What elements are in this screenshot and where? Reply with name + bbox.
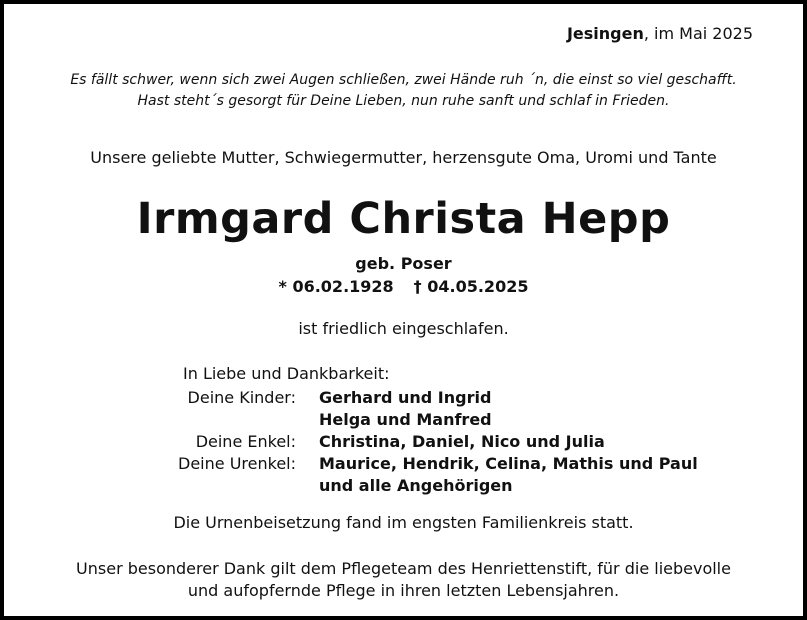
place-date-line xyxy=(567,24,753,43)
thanks-line-1: Unser besonderer Dank gilt dem Pflegeteam des Henriettenstift, für die liebevolle xyxy=(76,559,731,578)
mourner-names: Maurice, Hendrik, Celina, Mathis und Paul xyxy=(319,454,698,473)
intro-text: Unsere geliebte Mutter, Schwiegermutter, herzensgute Oma, Uromi und Tante xyxy=(90,148,717,167)
birth-name: geb. Poser xyxy=(355,254,452,273)
mourner-label-children: Deine Kinder: xyxy=(187,388,296,407)
mourners-heading: In Liebe und Dankbarkeit: xyxy=(183,364,390,383)
funeral-note: Die Urnenbeisetzung fand im engsten Familienkreis statt. xyxy=(173,513,634,532)
mourner-label-grandchildren: Deine Enkel: xyxy=(195,432,296,451)
thanks-line-2: und aufopfernde Pflege in ihren letzten Lebensjahren. xyxy=(187,581,620,600)
passing-text: ist friedlich eingeschlafen. xyxy=(298,319,509,338)
verse-line-1: Es fällt schwer, wenn sich zwei Augen schließen, zwei Hände ruh ´n, die einst so viel geschafft. xyxy=(70,72,737,88)
mourner-names: Christina, Daniel, Nico und Julia xyxy=(319,432,605,451)
deceased-name: Irmgard Christa Hepp xyxy=(136,194,671,244)
mourner-label-great-grandchildren: Deine Urenkel: xyxy=(178,454,296,473)
mourner-names: Gerhard und Ingrid xyxy=(319,388,492,407)
date-text: , im Mai 2025 xyxy=(643,24,753,43)
mourner-names: Helga und Manfred xyxy=(319,410,492,429)
life-dates xyxy=(4,277,803,296)
birth-date: * 06.02.1928 xyxy=(278,277,394,296)
verse-line-2: Hast steht´s gesorgt für Deine Lieben, nun ruhe sanft und schlaf in Frieden. xyxy=(137,93,670,109)
mourner-names: und alle Angehörigen xyxy=(319,476,513,495)
death-date: † 04.05.2025 xyxy=(413,277,529,296)
place-name: Jesingen xyxy=(566,24,644,43)
